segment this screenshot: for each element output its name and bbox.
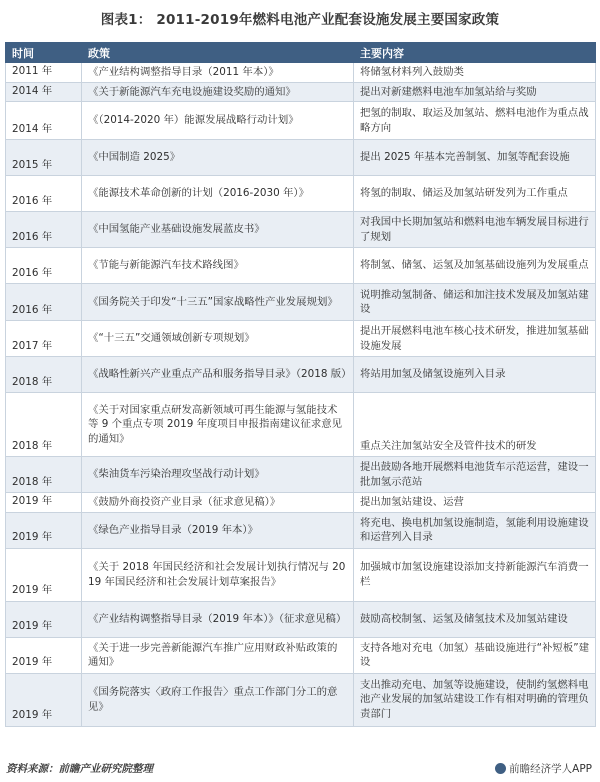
cell-year: 2014 年 <box>6 82 82 102</box>
cell-content: 重点关注加氢站安全及管件技术的研发 <box>354 393 596 457</box>
cell-policy: 《“十三五”交通领域创新专项规划》 <box>82 321 354 357</box>
table-row <box>6 212 596 248</box>
chart-title: 图表1： 2011-2019年燃料电池产业配套设施发展主要国家政策 <box>100 12 500 28</box>
brand <box>495 761 592 776</box>
cell-year: 2018 年 <box>6 393 82 457</box>
cell-year: 2016 年 <box>6 212 82 248</box>
cell-policy: 《关于进一步完善新能源汽车推广应用财政补贴政策的通知》 <box>82 637 354 673</box>
cell-year: 2016 年 <box>6 176 82 212</box>
cell-year: 2019 年 <box>6 673 82 726</box>
table-row <box>6 393 596 457</box>
cell-year: 2014 年 <box>6 102 82 140</box>
cell-content: 鼓励高校制氢、运氢及储氢技术及加氢站建设 <box>354 601 596 637</box>
cell-year: 2011 年 <box>6 63 82 83</box>
cell-policy: 《关于对国家重点研发高新领域可再生能源与氢能技术等 9 个重点专项 2019 年度项目申报指南建议征求意见的通知》 <box>82 393 354 457</box>
table-row <box>6 548 596 601</box>
cell-policy: 《能源技术革命创新的计划（2016-2030 年）》 <box>82 176 354 212</box>
cell-content: 将储氢材料列入鼓励类 <box>354 63 596 83</box>
cell-year: 2019 年 <box>6 512 82 548</box>
table-row <box>6 284 596 321</box>
table-row <box>6 601 596 637</box>
table-row <box>6 102 596 140</box>
cell-year: 2018 年 <box>6 457 82 493</box>
cell-content: 把氢的制取、取运及加氢站、燃料电池作为重点战略方向 <box>354 102 596 140</box>
table-row <box>6 457 596 493</box>
cell-policy: 《产业结构调整指导目录（2019 年本）》（征求意见稿） <box>82 601 354 637</box>
cell-content: 对我国中长期加氢站和燃料电池车辆发展目标进行了规划 <box>354 212 596 248</box>
table-row <box>6 248 596 284</box>
cell-content: 说明推动氢制备、储运和加注技术发展及加氢站建设 <box>354 284 596 321</box>
cell-policy: 《绿色产业指导目录（2019 年本）》 <box>82 512 354 548</box>
cell-policy: 《柴油货车污染治理攻坚战行动计划》 <box>82 457 354 493</box>
cell-policy: 《产业结构调整指导目录（2011 年本）》 <box>82 63 354 83</box>
table-row <box>6 357 596 393</box>
cell-content: 支持各地对充电（加氢）基础设施进行“补短板”建设 <box>354 637 596 673</box>
table-row <box>6 82 596 102</box>
cell-content: 将充电、换电机加氢设施制造，氢能利用设施建设和运营列入目录 <box>354 512 596 548</box>
cell-year: 2015 年 <box>6 140 82 176</box>
footer <box>0 757 600 782</box>
cell-year: 2019 年 <box>6 637 82 673</box>
cell-content: 提出加氢站建设、运营 <box>354 493 596 513</box>
table-row <box>6 63 596 83</box>
table-row <box>6 493 596 513</box>
table-row <box>6 176 596 212</box>
header-time: 时间 <box>6 43 82 63</box>
cell-policy: 《关于 2018 年国民经济和社会发展计划执行情况与 2019 年国民经济和社会发展计划草案报告》 <box>82 548 354 601</box>
cell-content: 提出 2025 年基本完善制氢、加氢等配套设施 <box>354 140 596 176</box>
cell-year: 2019 年 <box>6 601 82 637</box>
cell-policy: 《鼓励外商投资产业目录（征求意见稿）》 <box>82 493 354 513</box>
cell-content: 将制氢、储氢、运氢及加氢基础设施列为发展重点 <box>354 248 596 284</box>
source-note: 资料来源：前瞻产业研究院整理 <box>6 763 153 775</box>
cell-policy: 《国务院关于印发“十三五”国家战略性产业发展规划》 <box>82 284 354 321</box>
table-row <box>6 673 596 726</box>
cell-policy: 《战略性新兴产业重点产品和服务指导目录》（2018 版） <box>82 357 354 393</box>
cell-policy: 《（2014-2020 年）能源发展战略行动计划》 <box>82 102 354 140</box>
table-row <box>6 637 596 673</box>
cell-content: 加强城市加氢设施建设添加支持新能源汽车消费一栏 <box>354 548 596 601</box>
table-row <box>6 140 596 176</box>
cell-policy: 《中国氢能产业基础设施发展蓝皮书》 <box>82 212 354 248</box>
cell-content: 支出推动充电、加氢等设施建设，使制约氢燃料电池产业发展的加氢站建设工作有相对明确的管理负责部门 <box>354 673 596 726</box>
brand-label: 前瞻经济学人APP <box>509 763 592 775</box>
table-row <box>6 321 596 357</box>
cell-content: 提出开展燃料电池车核心技术研发，推进加氢基础设施发展 <box>354 321 596 357</box>
cell-year: 2016 年 <box>6 248 82 284</box>
cell-content: 提出对新建燃料电池车加氢站给与奖励 <box>354 82 596 102</box>
cell-policy: 《国务院落实〈政府工作报告〉重点工作部门分工的意见》 <box>82 673 354 726</box>
cell-content: 将氢的制取、储运及加氢站研发列为工作重点 <box>354 176 596 212</box>
cell-year: 2017 年 <box>6 321 82 357</box>
header-policy: 政策 <box>82 43 354 63</box>
table-row <box>6 512 596 548</box>
cell-year: 2019 年 <box>6 548 82 601</box>
policy-table <box>5 42 596 727</box>
cell-year: 2019 年 <box>6 493 82 513</box>
brand-logo-icon <box>495 763 506 774</box>
cell-content: 提出鼓励各地开展燃料电池货车示范运营，建设一批加氢示范站 <box>354 457 596 493</box>
cell-year: 2016 年 <box>6 284 82 321</box>
cell-year: 2018 年 <box>6 357 82 393</box>
cell-policy: 《中国制造 2025》 <box>82 140 354 176</box>
header-content: 主要内容 <box>354 43 596 63</box>
cell-policy: 《关于新能源汽车充电设施建设奖励的通知》 <box>82 82 354 102</box>
cell-policy: 《节能与新能源汽车技术路线图》 <box>82 248 354 284</box>
cell-content: 将站用加氢及储氢设施列入目录 <box>354 357 596 393</box>
table-header-row <box>6 43 596 63</box>
